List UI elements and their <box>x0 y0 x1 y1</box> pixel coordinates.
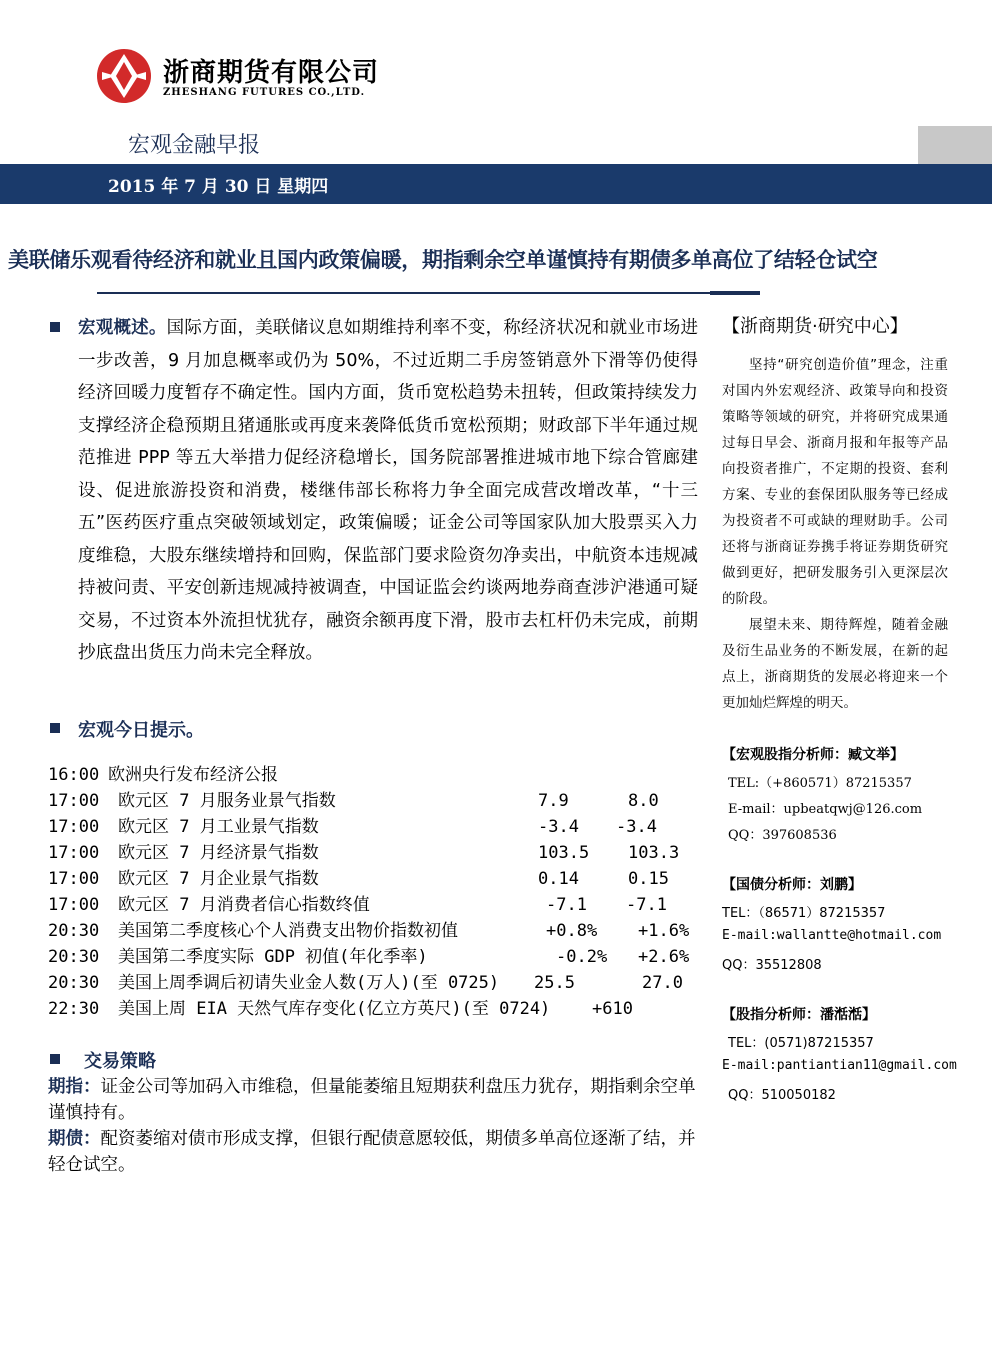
company-name-cn: 浙商期货有限公司 <box>163 58 380 88</box>
calendar-expected-value: 0.15 <box>628 869 669 889</box>
calendar-expected-value: 8.0 <box>628 791 659 811</box>
calendar-expected-value: 27.0 <box>642 973 683 993</box>
overview-label: 宏观概述。 <box>78 318 167 338</box>
headline-divider-accent <box>710 291 760 295</box>
calendar-time: 17:00 <box>48 895 100 915</box>
calendar-expected-value: +1.6% <box>638 921 690 941</box>
sidebar-intro: 坚持“研究创造价值”理念，注重对国内外宏观经济、政策导向和投资策略等领域的研究，并将研究成果通过每日早会、浙商月报和年报等产品向投资者推广，不定期的投资、套利方案、专业的套保团队服务等已经成为投资者不可或缺的理财助手。公司还将与浙商证券携手将证券期货研究做到更好，把研发服务引入更深层次的阶段。 <box>722 357 948 607</box>
calendar-event: 美国上周 EIA 天然气库存变化(亿立方英尺)(至 0724) <box>118 999 551 1019</box>
analyst-bond-qq: QQ：35512808 <box>722 958 822 973</box>
calendar-expected-value: -3.4 <box>616 817 657 837</box>
calendar-event: 欧元区 7 月消费者信心指数终值 <box>118 895 370 915</box>
overview-text: 国际方面，美联储议息如期维持利率不变，称经济状况和就业市场进一步改善，9 月加息概率或仍为 50%，不过近期二手房签销意外下滑等仍使得经济回暖力度暂存不确定性。国内方面，货币宽松趋势未扭转，但政策持续发力支撑经济企稳预期且猪通胀或再度来袭降低货币宽松预期；财政部下半年通过规范推进 PPP 等五大举措力促经济稳增长，国务院部署推进城市地下综合管廊建设、促进旅游投资和消费，楼继伟部长称将力争全面完成营改增改革，“十三五”医药医疗重点突破领域划定，政策偏暖；证金公司等国家队加大股票买入力度维稳，大股东继续增持和回购，保监部门要求险资勿净卖出，中航资本违规减持被问责、平安创新违规减持被调查，中国证监会约谈两地券商查涉沪港通可疑交易，不过资本外流担忧犹存，融资余额再度下滑，股市去杠杆仍未完成，前期抄底盘出货压力尚未完全释放。 <box>78 318 699 663</box>
calendar-previous-value: -0.2% <box>556 947 608 967</box>
report-date: 2015 年 7 月 30 日 星期四 <box>108 177 329 197</box>
company-name-en: ZHESHANG FUTURES CO.,LTD. <box>163 87 366 98</box>
sidebar-title: 【浙商期货·研究中心】 <box>722 316 908 337</box>
calendar-expected-value: +2.6% <box>638 947 690 967</box>
calendar-time: 17:00 <box>48 791 100 811</box>
calendar-event: 美国第二季度实际 GDP 初值(年化季率) <box>118 947 428 967</box>
calendar-previous-value: +0.8% <box>546 921 598 941</box>
strategy-bond <box>48 1126 698 1178</box>
calendar-previous-value: 25.5 <box>534 973 575 993</box>
analyst-index-tel: TEL：(0571)87215357 <box>728 1036 874 1051</box>
calendar-event: 欧元区 7 月企业景气指数 <box>118 869 319 889</box>
overview-paragraph <box>78 312 698 670</box>
calendar-previous-value: 0.14 <box>538 869 579 889</box>
bullet-icon <box>50 1054 60 1064</box>
analyst-bond-tel: TEL：（86571）87215357 <box>722 906 886 921</box>
strategy-futures <box>48 1074 698 1126</box>
calendar-expected-value: 103.3 <box>628 843 680 863</box>
calendar-time: 22:30 <box>48 999 100 1019</box>
calendar-previous-value: -7.1 <box>546 895 587 915</box>
calendar-event: 欧元区 7 月服务业景气指数 <box>118 791 336 811</box>
analyst-index-title: 【股指分析师：潘湉湉】 <box>722 1007 876 1023</box>
calendar-expected-value: -7.1 <box>626 895 667 915</box>
headline: 美联储乐观看待经济和就业且国内政策偏暖，期指剩余空单谨慎持有期债多单高位了结轻仓试空 <box>8 248 878 272</box>
strategy-futures-label: 期指： <box>48 1077 101 1097</box>
calendar-previous-value: +610 <box>592 999 633 1019</box>
calendar-time: 17:00 <box>48 843 100 863</box>
analyst-bond-email[interactable]: E-mail:wallantte@hotmail.com <box>722 928 942 943</box>
calendar-event: 欧元区 7 月经济景气指数 <box>118 843 319 863</box>
analyst-macro-title: 【宏观股指分析师：臧文举】 <box>722 747 904 763</box>
calendar-previous-value: -3.4 <box>538 817 579 837</box>
calendar-event: 美国第二季度核心个人消费支出物价指数初值 <box>118 921 458 941</box>
calendar-time: 16:00 <box>48 765 100 785</box>
analyst-macro-qq: QQ：397608536 <box>728 828 837 843</box>
analyst-index-qq: QQ：510050182 <box>728 1088 836 1103</box>
calendar-time: 17:00 <box>48 817 100 837</box>
calendar-time: 17:00 <box>48 869 100 889</box>
header-gray-block <box>918 126 992 164</box>
analyst-bond-title: 【国债分析师：刘鹏】 <box>722 877 862 893</box>
calendar-time: 20:30 <box>48 973 100 993</box>
bullet-icon <box>50 322 60 332</box>
strategy-label: 交易策略 <box>84 1051 156 1072</box>
calendar-previous-value: 103.5 <box>538 843 590 863</box>
analyst-macro-tel: TEL:（+860571）87215357 <box>728 776 912 791</box>
calendar-event: 欧洲央行发布经济公报 <box>108 765 278 785</box>
report-title: 宏观金融早报 <box>128 133 261 158</box>
calendar-event: 欧元区 7 月工业景气指数 <box>118 817 319 837</box>
calendar-event: 美国上周季调后初请失业金人数(万人)(至 0725) <box>118 973 500 993</box>
analyst-index-email[interactable]: E-mail:pantiantian11@gmail.com <box>722 1058 957 1073</box>
calendar-time: 20:30 <box>48 947 100 967</box>
today-label: 宏观今日提示。 <box>78 720 204 741</box>
headline-divider <box>97 292 760 294</box>
company-logo-icon <box>96 48 152 104</box>
strategy-bond-label: 期债： <box>48 1129 101 1149</box>
analyst-macro-email[interactable]: E-mail：upbeatqwj@126.com <box>728 802 923 817</box>
sidebar-outlook: 展望未来、期待辉煌，随着金融及衍生品业务的不断发展，在新的起点上，浙商期货的发展必将迎来一个更加灿烂辉煌的明天。 <box>722 617 948 711</box>
calendar-time: 20:30 <box>48 921 100 941</box>
strategy-futures-text: 证金公司等加码入市维稳，但量能萎缩且短期获利盘压力犹存，期指剩余空单谨慎持有。 <box>48 1077 696 1123</box>
strategy-bond-text: 配资萎缩对债市形成支撑，但银行配债意愿较低，期债多单高位逐渐了结，并轻仓试空。 <box>48 1129 696 1175</box>
calendar-previous-value: 7.9 <box>538 791 569 811</box>
bullet-icon <box>50 723 60 733</box>
